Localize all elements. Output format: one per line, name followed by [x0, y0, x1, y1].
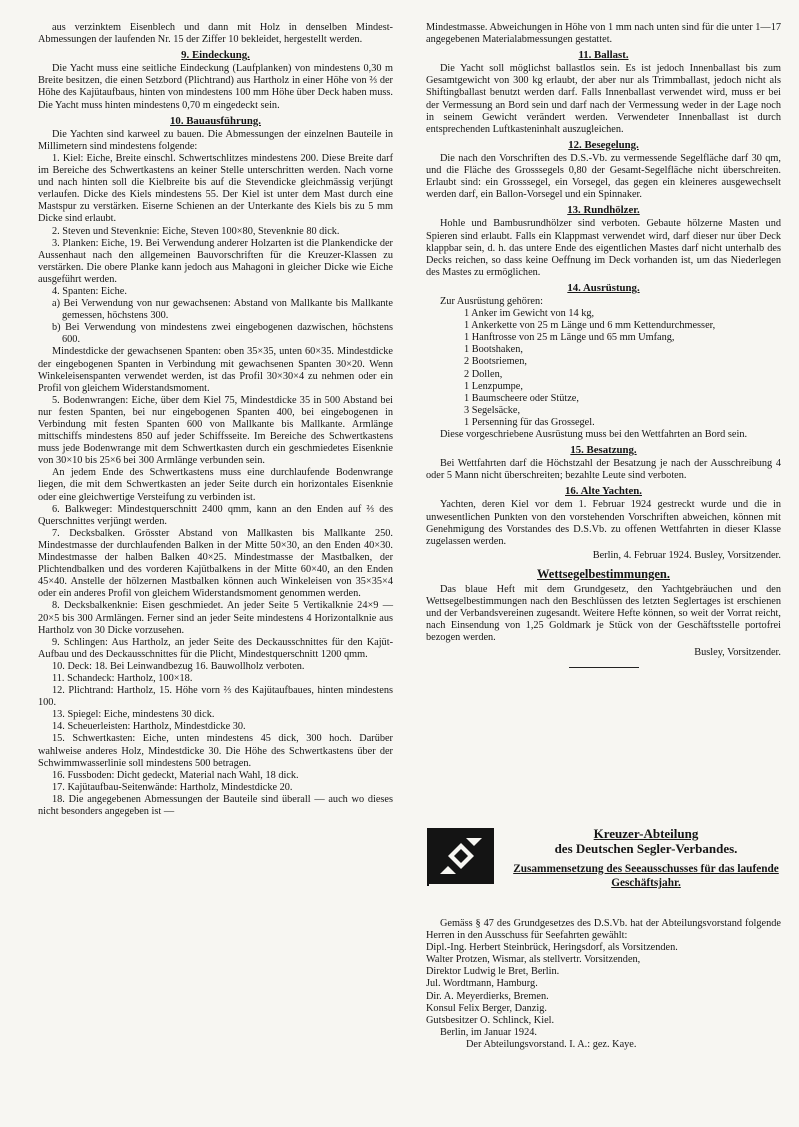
member-item: Gutsbesitzer O. Schlinck, Kiel. [426, 1014, 555, 1026]
section-heading: 9. Eindeckung. [181, 49, 250, 62]
list-item: b) Bei Verwendung von mindestens zwei eingebogenen dazwischen, höchstens 600. [52, 322, 393, 346]
list-item: 9. Schlingen: Aus Hartholz, an jeder Seite des Deckausschnittes für den Kajüt-Aufbau und des Deckausschnittes für die Plicht, Mindestquerschnitt 1200 qmm. [38, 636, 393, 660]
list-item: 4. Spanten: Eiche. [52, 285, 127, 297]
section-heading: 12. Besegelung. [568, 138, 639, 151]
list-item: 1 Hanftrosse von 25 m Länge und 65 mm Umfang, [464, 332, 675, 344]
paragraph: Die nach den Vorschriften des D.S.-Vb. zu vermessende Segelfläche darf 30 qm, und die Fläche des Grosssegels 0,80 der Gesamt-Segelfläche nicht überschreiten. Erlaubt sind: ein Grosssegel, ein Vorsegel, das gegen ein kleineres ausgewechselt werden darf, ein Ballon-Vorsegel und ein Spinnaker. [426, 152, 781, 201]
list-item: 16. Fussboden: Dicht gedeckt, Material nach Wahl, 18 dick. [52, 769, 299, 781]
list-item: 1 Ankerkette von 25 m Länge und 6 mm Kettendurchmesser, [464, 320, 716, 332]
list-item: 1 Lenzpumpe, [464, 380, 523, 392]
list-item: Mindestdicke der gewachsenen Spanten: oben 35×35, unten 60×35. Mindestdicke der eingebogenen Spanten in Verbindung mit gewachsenen Spanten 30×20. Wenn Winkeleisenspanten verwendet werden, ist das Profil 30×30×4 zu nehmen oder ein Profil von gleichem Widerstandsmoment. [38, 346, 393, 394]
list-item: 1 Baumscheere oder Stütze, [464, 392, 579, 404]
list-item: 5. Bodenwrangen: Eiche, über dem Kiel 75, Mindestdicke 35 in 500 Abstand bei nur festen Spanten, bei nur eingebogenen Spanten 400, bei eingebogenen in Verbindung mit festen Spanten 600 von Mallkante bis Mallkante. Armlänge mittschiffs mindestens 850 auf jeder Schiffsseite. Im Bereiche des Schwertkastens muss jede Bodenwrange mit dem Schwertkasten durch ein geschmiedetes Eisenknie von 30×10 bis 25×6 bei 300 Armlänge verbunden sein. [38, 394, 393, 467]
list-item: 13. Spiegel: Eiche, mindestens 30 dick. [52, 709, 215, 721]
list-item: 2. Steven und Stevenknie: Eiche, Steven 100×80, Stevenknie 80 dick. [52, 225, 340, 237]
right-column [426, 22, 781, 676]
paragraph: Hohle und Bambusrundhölzer sind verboten. Gebaute hölzerne Masten und Spieren sind erlaubt. Falls ein Klappmast verwendet wird, darf dieser nur über Deck klappbar sein, d. h. das untere Ende des eigentlichen Mastes darf nicht unterhalb des Decks reichen, so dass keine Oeffnung im Deck vorhanden ist, um das Niederlegen des Mastes zu ermöglichen. [426, 218, 781, 278]
notice-title: Kreuzer-Abteilung [593, 826, 699, 841]
signature-line: Der Abteilungsvorstand. I. A.: gez. Kaye. [466, 1038, 637, 1050]
list-item: 2 Bootsriemen, [464, 356, 527, 368]
section-heading: 16. Alte Yachten. [565, 485, 642, 498]
list-item: 3 Segelsäcke, [464, 404, 521, 416]
member-item: Jul. Wordtmann, Hamburg. [426, 978, 538, 990]
date-line: Berlin, im Januar 1924. [440, 1026, 537, 1038]
section-heading: 10. Bauausführung. [170, 114, 261, 127]
list-item: An jedem Ende des Schwertkastens muss eine durchlaufende Bodenwrange liegen, die mit dem Schwertkasten an jeder Seite durch ein horizontales Eisenknie oder eine gleichwertige Versteifung zu verbinden ist. [38, 467, 393, 503]
list-item: 11. Schandeck: Hartholz, 100×18. [52, 672, 193, 684]
section-heading: 15. Besatzung. [570, 444, 637, 457]
member-item: Walter Protzen, Wismar, als stellvertr. Vorsitzenden, [426, 954, 641, 966]
list-item: 8. Decksbalkenknie: Eisen geschmiedet. An jeder Seite 5 Vertikalknie 24×9 — 20×5 bis 300 Armlängen. Ferner sind an jeder Seite mindestens 4 Horizontalknie aus Hartholz von 30 Dicke vorzusehen. [38, 600, 393, 636]
list-item: 1 Bootshaken, [464, 344, 523, 356]
member-item: Dipl.-Ing. Herbert Steinbrück, Heringsdorf, als Vorsitzenden. [426, 942, 678, 954]
paragraph: Zur Ausrüstung gehören: [440, 295, 543, 307]
member-item: Konsul Felix Berger, Danzig. [426, 1002, 547, 1014]
list-item: 3. Planken: Eiche, 19. Bei Verwendung anderer Holzarten ist die Plankendicke der Aussenhaut nach den allgemeinen Bauvorschriften für die Kreuzer-Klassen zu verstärken. Die obere Planke kann jedoch aus Mahagoni in gleicher Dicke wie Eiche ausgeführt werden. [38, 237, 393, 285]
list-item: 18. Die angegebenen Abmessungen der Bauteile sind überall — auch wo dieses nicht besonders angegeben ist — [38, 793, 393, 817]
member-item: Dir. A. Meyerdierks, Bremen. [426, 990, 549, 1002]
list-item: 12. Plichtrand: Hartholz, 15. Höhe vorn ⅔ des Kajütaufbaues, hinten mindestens 100. [38, 685, 393, 709]
paragraph: Die Yacht muss eine seitliche Eindeckung (Laufplanken) von mindestens 0,30 m Breite besitzen, die einen Setzbord (Plichtrand) aus Hartholz in einer Höhe von ⅔ der Höhe des Kajütaufbaus, hinten von mindestens 100 mm Höhe über Deck haben muss. Die Yacht muss hinten mindestens 0,70 m eingedeckt sein. [38, 63, 393, 111]
notice-subtitle: des Deutschen Segler-Verbandes. [554, 841, 738, 856]
paragraph: Yachten, deren Kiel vor dem 1. Februar 1924 gestreckt wurde und die in unwesentlichen Punkten von den vorstehenden Vorschriften abweichen, können mit Genehmigung des Vorstandes des D.S.Vb. zu offenen Wettfahrten in dieser Klasse zugelassen werden. [426, 499, 781, 547]
signature-line: Busley, Vorsitzender. [694, 646, 781, 658]
list-item: 17. Kajütaufbau-Seitenwände: Hartholz, Mindestdicke 20. [52, 781, 293, 793]
list-item: 2 Dollen, [464, 368, 503, 380]
list-item: a) Bei Verwendung von nur gewachsenen: Abstand von Mallkante bis Mallkante gemessen, höchstens 300. [52, 298, 393, 322]
section-heading: 11. Ballast. [578, 49, 629, 62]
notice-header [506, 826, 786, 890]
signature-line: Berlin, 4. Februar 1924. Busley, Vorsitzender. [592, 549, 781, 561]
list-item: 15. Schwertkasten: Eiche, unten mindestens 45 dick, 300 hoch. Darüber wahlweise anderes Holz, Mindestdicke 30. Die Höhe des Schwertkastens über der Schwimmwasserlinie soll mindestens 500 betragen. [38, 733, 393, 769]
equipment-list [426, 308, 781, 429]
paragraph: Diese vorgeschriebene Ausrüstung muss bei den Wettfahrten an Bord sein. [440, 429, 748, 440]
paragraph: Mindestmasse. Abweichungen in Höhe von 1 mm nach unten sind für die unter 1—17 angegebenen Materialabmessungen gestattet. [426, 22, 781, 46]
paragraph: Die Yachten sind karweel zu bauen. Die Abmessungen der einzelnen Bauteile in Millimetern sind mindestens folgende: [38, 128, 393, 152]
list-item: 1 Anker im Gewicht von 14 kg, [464, 308, 595, 320]
section-heading: 14. Ausrüstung. [567, 281, 640, 294]
list-item: 10. Deck: 18. Bei Leinwandbezug 16. Bauwollholz verboten. [52, 660, 305, 672]
notice-subheading: Zusammensetzung des Seeausschusses für das laufende Geschäftsjahr. [513, 863, 779, 889]
list-item: 6. Balkweger: Mindestquerschnitt 2400 qmm, kann an den Enden auf ⅔ des Querschnittes verjüngt werden. [38, 503, 393, 527]
left-column [38, 22, 393, 818]
paragraph: Die Yacht soll möglichst ballastlos sein. Es ist jedoch Innenballast bis zum Gesamtgewicht von 300 kg erlaubt, der aber nur als Trimmballast, jedoch nicht als Shiftingballast benutzt werden darf. Falls Innenballast verwendet wird, muss er bei der Vermessung an Bord sein und darf nach der Vermessung weder in der Lage noch in seinem Gewicht verändert werden. Verwendeter Innenballast ist durch entsprechenden Luftkasteninhalt auszugleichen. [426, 63, 781, 135]
section-heading: 13. Rundhölzer. [567, 204, 640, 217]
paragraph: Gemäss § 47 des Grundgesetzes des D.S.Vb. hat der Abteilungsvorstand folgende Herren in den Ausschuss für Seefahrten gewählt: [426, 918, 781, 942]
list-item: 7. Decksbalken. Grösster Abstand von Mallkasten bis Mallkante 250. Mindestmasse der durchlaufenden Balken in der Mitte 50×30, an den Enden 40×30. Mindestmasse der halben Balken 40×25. Mindestmasse der Mastbalken, der Plichtendbalken und des vorderen Kajütbalkens in der Mitte 60×40, an den Enden 45×40. Anstelle der hölzernen Mastbalken können auch Winkeleisen von 35×35×4 oder ein anderes Profil von gleichem Widerstandsmoment genommen werden. [38, 527, 393, 600]
section-heading: Wettsegelbestimmungen. [537, 566, 670, 581]
paragraph: aus verzinktem Eisenblech und dann mit Holz in denselben Mindest-Abmessungen der laufenden Nr. 15 der Ziffer 10 bekleidet, hergestellt werden. [38, 22, 393, 46]
list-item: 14. Scheuerleisten: Hartholz, Mindestdicke 30. [52, 721, 246, 733]
member-item: Direktor Ludwig le Bret, Berlin. [426, 966, 560, 978]
paragraph: Das blaue Heft mit dem Grundgesetz, den Yachtgebräuchen und den Wettsegelbestimmungen nach den Beschlüssen des letzten Seglertages ist erschienen und der Verbandsvereinen zugesandt. Weitere Hefte können, so weit der Vorrat reicht, nach Einsendung von 1,25 Goldmark je Stück von der Geschäftsstelle portofrei bezogen werden. [426, 584, 781, 644]
pennant-flag-icon [426, 826, 496, 886]
notice-body [426, 918, 781, 1051]
divider [569, 667, 639, 668]
list-item: 1 Persenning für das Grossegel. [464, 416, 595, 428]
paragraph: Bei Wettfahrten darf die Höchstzahl der Besatzung je nach der Ausschreibung 4 oder 5 Mann nicht überschreiten; bezahlte Leute sind verboten. [426, 458, 781, 482]
list-item: 1. Kiel: Eiche, Breite einschl. Schwertschlitzes mindestens 200. Diese Breite darf im Bereiche des Schwertkastens an keiner Stelle unterschritten werden. Nach vorne und nach hinten soll die Kielbreite bis auf die Stevendicke gleichmässig verjüngt verlaufen. Dicke des Kiels mindestens 55. Der Kiel ist unter dem Mast durch eine Mastspur zu verstärken. Eiserne Schienen an der Unterkante des Kiels bis zu 5 mm Dicke sind erlaubt. [38, 152, 393, 225]
